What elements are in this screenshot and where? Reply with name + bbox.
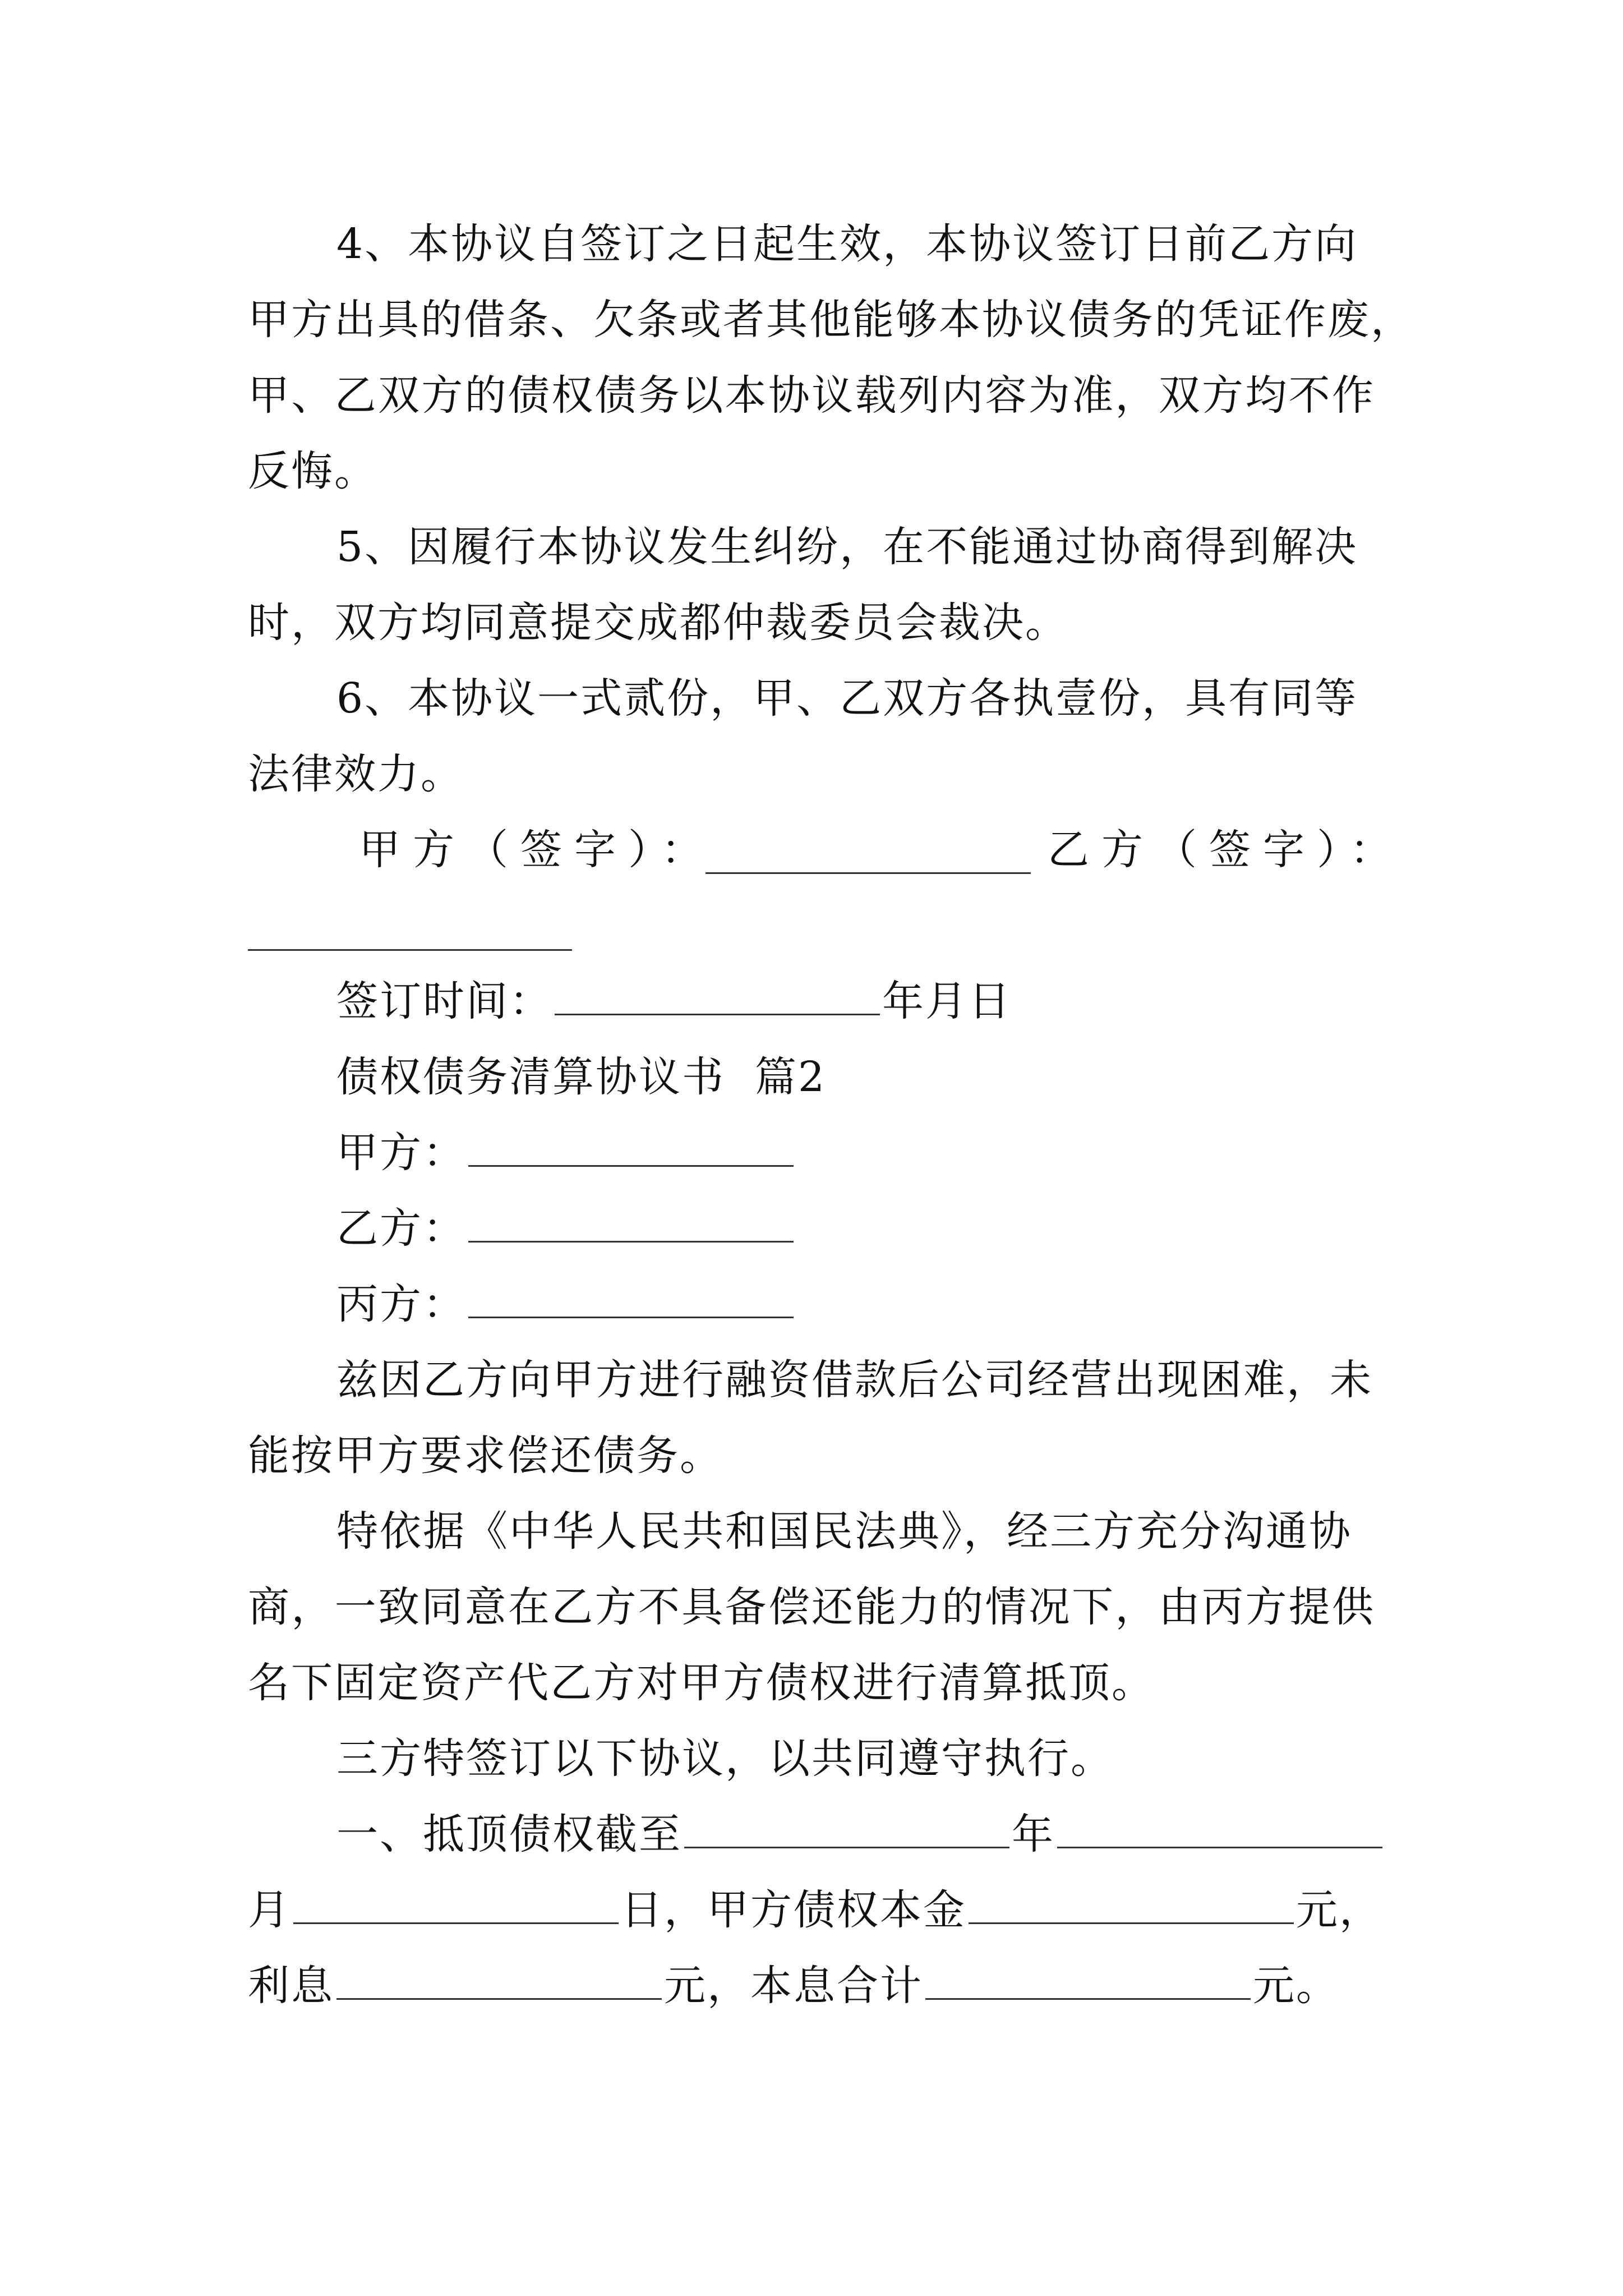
clause-1-total-label: 元，本息合计 xyxy=(664,1962,923,2010)
party-c-label: 丙方： xyxy=(336,1280,466,1328)
clause-1-deadline-label: 一、抵顶债权截至 xyxy=(336,1810,682,1858)
intro-line-1: 兹因乙方向甲方进行融资借款后公司经营出现困难，未 xyxy=(336,1356,1373,1404)
clause-1-principal-label: 日，甲方债权本金 xyxy=(621,1886,966,1934)
clause-6-line-2: 法律效力。 xyxy=(248,750,464,798)
section-2-title: 债权债务清算协议书 篇2 xyxy=(336,1053,827,1101)
party-c-line xyxy=(336,1276,796,1332)
agreement-line: 三方特签订以下协议，以共同遵守执行。 xyxy=(336,1734,1114,1783)
clause-1-year-label: 年 xyxy=(1012,1810,1055,1858)
party-a-line xyxy=(336,1125,796,1181)
clause-4-line-4: 反悔。 xyxy=(248,447,377,495)
clause-1-year-blank xyxy=(684,1813,1009,1848)
clause-1-day-blank xyxy=(293,1889,619,1924)
clause-1-month-blank xyxy=(1057,1813,1382,1848)
basis-line-2: 商，一致同意在乙方不具备偿还能力的情况下，由丙方提供 xyxy=(248,1583,1375,1631)
party-c-blank xyxy=(468,1283,794,1318)
clause-4-line-2: 甲方出具的借条、欠条或者其他能够本协议债务的凭证作废， xyxy=(248,296,1414,344)
clause-1-line-3 xyxy=(248,1958,1339,2014)
basis-line-3: 名下固定资产代乙方对甲方债权进行清算抵顶。 xyxy=(248,1659,1155,1707)
signing-date-blank xyxy=(555,980,880,1015)
clause-6-line-1: 6、本协议一式贰份，甲、乙双方各执壹份，具有同等 xyxy=(336,674,1358,723)
party-a-signature-label: 甲方（签字）： xyxy=(359,826,715,874)
clause-4-line-1: 4、本协议自签订之日起生效，本协议签订日前乙方向 xyxy=(336,220,1358,268)
clause-1-line-1 xyxy=(336,1806,1385,1862)
clause-1-line-2 xyxy=(248,1882,1382,1938)
clause-5-line-2: 时，双方均同意提交成都仲裁委员会裁决。 xyxy=(248,599,1068,647)
clause-1-interest-label: 利息 xyxy=(248,1962,334,2010)
party-b-signature-label: 乙方（签字）： xyxy=(1048,826,1404,874)
party-a-signature-blank xyxy=(706,872,1031,874)
clause-1-principal-blank xyxy=(969,1889,1294,1924)
signing-date-line xyxy=(336,973,1012,1029)
clause-5-line-1: 5、因履行本协议发生纠纷，在不能通过协商得到解决 xyxy=(336,523,1358,571)
clause-4-line-3: 甲、乙双方的债权债务以本协议载列内容为准，双方均不作 xyxy=(248,371,1375,420)
party-b-signature-blank xyxy=(248,949,572,951)
clause-1-total-unit: 元。 xyxy=(1253,1962,1339,2010)
signing-date-suffix: 年月日 xyxy=(882,977,1012,1025)
clause-1-principal-unit: 元， xyxy=(1296,1886,1382,1934)
clause-1-total-blank xyxy=(925,1964,1251,2000)
signing-date-label: 签订时间： xyxy=(336,977,552,1025)
party-b-label: 乙方： xyxy=(336,1204,466,1253)
basis-line-1: 特依据《中华人民共和国民法典》，经三方充分沟通协 xyxy=(336,1507,1352,1556)
party-a-label: 甲方： xyxy=(336,1129,466,1177)
intro-line-2: 能按甲方要求偿还债务。 xyxy=(248,1432,723,1480)
party-b-line xyxy=(336,1200,796,1257)
party-b-blank xyxy=(468,1207,794,1243)
party-a-blank xyxy=(468,1131,794,1167)
clause-1-month-label: 月 xyxy=(248,1886,291,1934)
clause-1-interest-blank xyxy=(336,1964,662,2000)
